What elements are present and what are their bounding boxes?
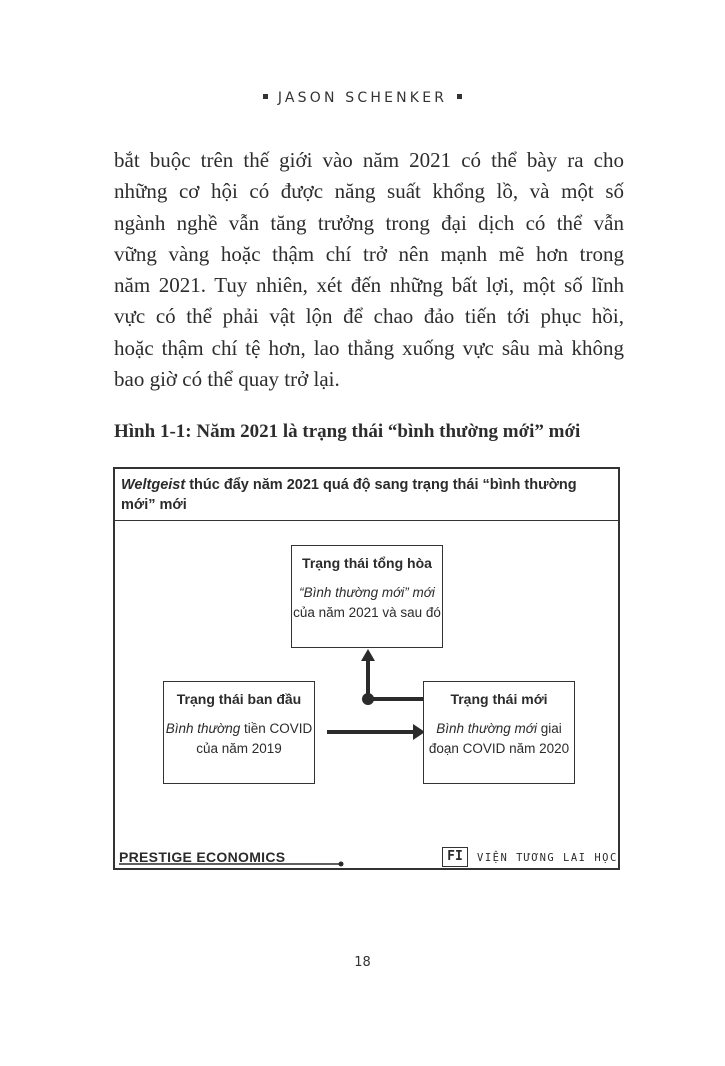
fi-logo-icon: FI [442, 847, 468, 867]
running-title: JASON SCHENKER [277, 90, 448, 106]
body-line: bao giờ có thể quay trở lại. [114, 367, 340, 392]
flow-arrows [115, 469, 618, 868]
box-synthesis-state [291, 545, 443, 648]
box-title: Trạng thái ban đầu [176, 691, 302, 707]
box-initial-state [163, 681, 315, 784]
arrowhead-up-icon [361, 649, 375, 661]
square-bullet-icon [263, 94, 268, 99]
brand-futurist-institute: VIỆN TƯƠNG LAI HỌC [477, 852, 618, 864]
box-description: Bình thường tiền COVID của năm 2019 [165, 721, 313, 756]
box-title: Trạng thái mới [450, 691, 548, 707]
junction-dot [362, 693, 374, 705]
figure-header-text: thúc đẩy năm 2021 quá độ sang trạng thái “bình thường mới” mới [121, 477, 577, 513]
box-new-state [423, 681, 575, 784]
page-number: 18 [354, 955, 371, 970]
figure-frame [113, 467, 620, 870]
body-line: vững vàng hoặc thậm chí trở nên mạnh mẽ hơn trong [114, 241, 624, 266]
body-line: bắt buộc trên thế giới vào năm 2021 có thể bày ra cho [114, 148, 624, 172]
body-line: hoặc thậm chí tệ hơn, lao thẳng xuống vực sâu mà không [114, 335, 624, 360]
body-line: năm 2021. Tuy nhiên, xét đến những bất lợi, một số lĩnh [114, 273, 624, 298]
running-header [0, 90, 725, 106]
figure-header-italic: Weltgeist [121, 477, 186, 493]
body-line: những cơ hội có được năng suất khổng lồ, và một số [114, 179, 624, 204]
box-title: Trạng thái tổng hòa [302, 555, 432, 571]
body-line: vực có thể phải vật lộn để chao đảo tiến tới phục hồi, [114, 304, 624, 329]
brand-prestige-economics: PRESTIGE ECONOMICS [119, 849, 286, 865]
box-description: “Bình thường mới” mới của năm 2021 và sau đó [293, 585, 441, 620]
box-description: Bình thường mới giai đoạn COVID năm 2020 [428, 721, 570, 756]
brand-underline-dot [339, 862, 344, 867]
body-line: ngành nghề vẫn tăng trưởng trong đại dịch có thể vẫn [114, 210, 624, 235]
body-paragraph [114, 145, 624, 395]
figure-caption: Hình 1-1: Năm 2021 là trạng thái “bình thường mới” mới [114, 421, 581, 442]
square-bullet-icon [457, 94, 462, 99]
